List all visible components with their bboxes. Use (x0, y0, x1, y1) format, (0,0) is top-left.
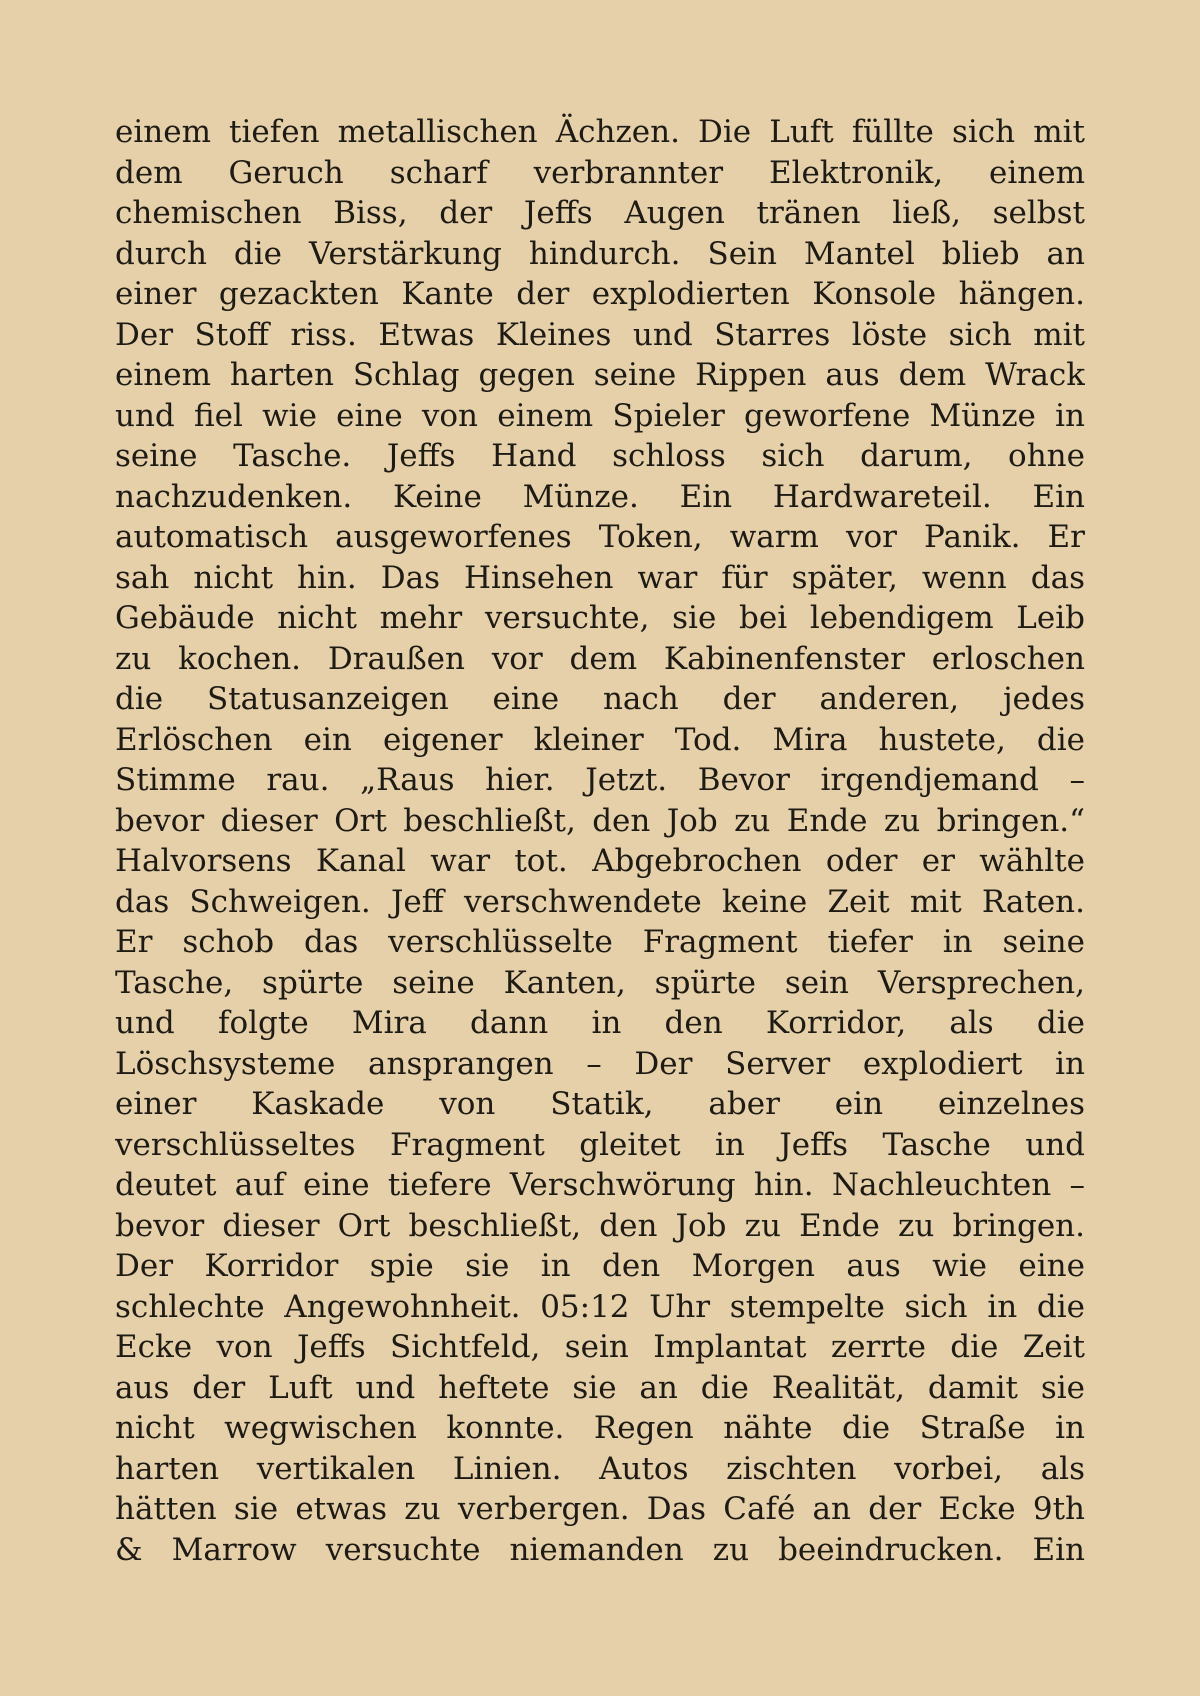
text-line: Tasche, spürte seine Kanten, spürte sein Versprechen, (115, 964, 1085, 1001)
body-text (115, 112, 1085, 1570)
text-line: die Statusanzeigen eine nach der anderen, jedes (115, 681, 1085, 717)
text-line: einer Kaskade von Statik, aber ein einzelnes (115, 1086, 1085, 1122)
text-line: seine Tasche. Jeffs Hand schloss sich darum, ohne (115, 438, 1085, 474)
text-line: Der Stoff riss. Etwas Kleines und Starres löste sich mit (115, 316, 1085, 353)
text-line: Löschsysteme ansprangen – Der Server explodiert in (115, 1045, 1085, 1082)
text-line: deutet auf eine tiefere Verschwörung hin. Nachleuchten – (115, 1167, 1085, 1203)
text-line: Gebäude nicht mehr versuchte, sie bei lebendigem Leib (115, 600, 1085, 636)
text-line: bevor dieser Ort beschließt, den Job zu Ende zu bringen.“ (115, 802, 1085, 839)
text-line: sah nicht hin. Das Hinsehen war für später, wenn das (115, 559, 1085, 596)
text-line: einer gezackten Kante der explodierten Konsole hängen. (115, 276, 1085, 312)
text-line: verschlüsseltes Fragment gleitet in Jeffs Tasche und (115, 1126, 1085, 1163)
text-line: und folgte Mira dann in den Korridor, als die (115, 1005, 1085, 1041)
text-line: harten vertikalen Linien. Autos zischten vorbei, als (115, 1450, 1085, 1487)
text-line: bevor dieser Ort beschließt, den Job zu Ende zu bringen. (115, 1207, 1085, 1244)
text-line: Stimme rau. „Raus hier. Jetzt. Bevor irgendjemand – (115, 762, 1085, 798)
text-line: nicht wegwischen konnte. Regen nähte die Straße in (115, 1410, 1085, 1446)
text-line: nachzudenken. Keine Münze. Ein Hardwareteil. Ein (115, 478, 1085, 515)
text-line: Erlöschen ein eigener kleiner Tod. Mira hustete, die (115, 721, 1085, 758)
text-line: und fiel wie eine von einem Spieler geworfene Münze in (115, 397, 1085, 434)
text-line: durch die Verstärkung hindurch. Sein Mantel blieb an (115, 235, 1085, 272)
text-line: Der Korridor spie sie in den Morgen aus wie eine (115, 1248, 1085, 1284)
text-line: hätten sie etwas zu verbergen. Das Café an der Ecke 9th (115, 1491, 1085, 1527)
text-line: einem tiefen metallischen Ächzen. Die Luft füllte sich mit (115, 114, 1085, 150)
text-line: & Marrow versuchte niemanden zu beeindrucken. Ein (115, 1531, 1085, 1568)
text-line: automatisch ausgeworfenes Token, warm vor Panik. Er (115, 519, 1085, 555)
text-line: schlechte Angewohnheit. 05:12 Uhr stempelte sich in die (115, 1288, 1085, 1325)
text-line: Halvorsens Kanal war tot. Abgebrochen oder er wählte (115, 843, 1085, 879)
text-line: einem harten Schlag gegen seine Rippen aus dem Wrack (115, 357, 1085, 393)
text-line: aus der Luft und heftete sie an die Realität, damit sie (115, 1369, 1085, 1406)
text-line: Er schob das verschlüsselte Fragment tiefer in seine (115, 924, 1085, 960)
text-line: dem Geruch scharf verbrannter Elektronik, einem (115, 154, 1085, 191)
text-line: Ecke von Jeffs Sichtfeld, sein Implantat zerrte die Zeit (115, 1329, 1085, 1365)
text-line: das Schweigen. Jeff verschwendete keine Zeit mit Raten. (115, 883, 1085, 920)
text-line: chemischen Biss, der Jeffs Augen tränen ließ, selbst (115, 195, 1085, 231)
text-line: zu kochen. Draußen vor dem Kabinenfenster erloschen (115, 640, 1085, 677)
